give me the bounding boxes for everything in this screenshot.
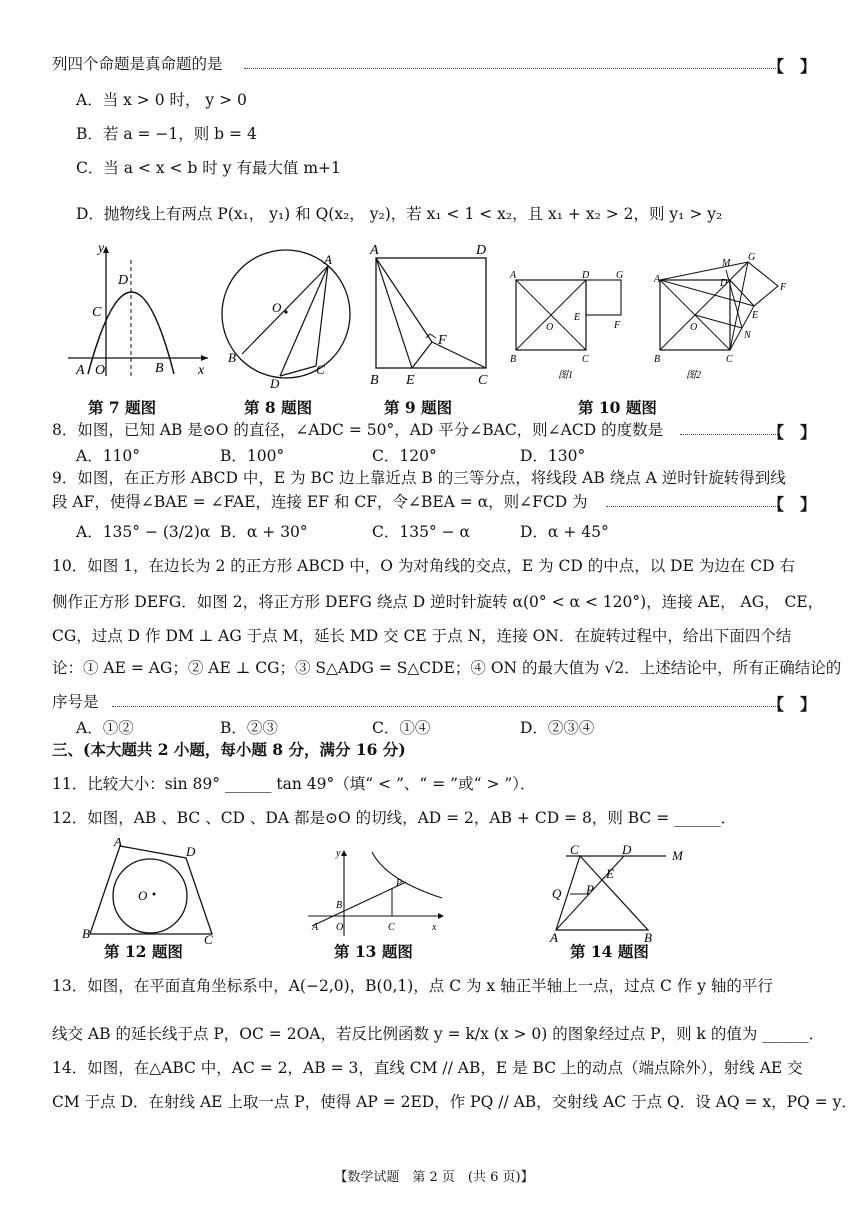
q8-stem: 8．如图，已知 AB 是⊙O 的直径，∠ADC = 50°，AD 平分∠BAC，则∠ACD 的度数是 — [52, 421, 664, 439]
figure-q9-square — [366, 240, 496, 390]
svg-text:B: B — [654, 354, 661, 365]
svg-text:D: D — [582, 270, 590, 281]
svg-text:G: G — [616, 270, 624, 281]
caption-q8: 第 8 题图 — [244, 398, 313, 417]
svg-text:N: N — [744, 330, 751, 341]
svg-text:C: C — [726, 354, 733, 365]
svg-text:F: F — [780, 282, 787, 293]
q9-option-d: D．α + 45° — [520, 523, 609, 541]
svg-text:D: D — [186, 844, 196, 859]
caption-q7: 第 7 题图 — [88, 398, 157, 417]
fig1-label: 图1 — [558, 370, 573, 381]
q8-option-d: D．130° — [520, 447, 586, 465]
q8-option-c: C．120° — [372, 447, 437, 465]
svg-text:y: y — [336, 848, 341, 859]
svg-text:A: A — [324, 252, 332, 267]
svg-text:P: P — [586, 882, 594, 897]
q9-option-a: A．135° − (3/2)α — [76, 523, 211, 541]
figure-q13-axes — [306, 846, 446, 938]
leader-dots — [112, 706, 780, 707]
svg-text:A: A — [114, 838, 122, 849]
svg-text:D: D — [622, 842, 632, 857]
svg-text:O: O — [272, 300, 282, 315]
svg-text:O: O — [690, 322, 698, 333]
figure-q12-quadrilateral — [80, 838, 220, 946]
svg-text:x: x — [432, 922, 437, 933]
svg-text:M: M — [672, 848, 683, 863]
svg-text:D: D — [118, 273, 129, 288]
q7-option-d: D．抛物线上有两点 P(x₁， y₁) 和 Q(x₂， y₂)，若 x₁ < 1 < x₂，且 x₁ + x₂ > 2，则 y₁ > y₂ — [76, 205, 723, 223]
q7-stem-end: 列四个命题是真命题的是 — [52, 55, 223, 73]
svg-text:G: G — [748, 252, 756, 263]
q10-line3: CG，过点 D 作 DM ⊥ AG 于点 M，延长 MD 交 CE 于点 N，连接 ON．在旋转过程中，给出下面四个结 — [52, 627, 792, 645]
svg-text:B: B — [228, 350, 236, 365]
caption-q14: 第 14 题图 — [570, 942, 649, 961]
leader-dots — [606, 506, 780, 507]
q13-line1: 13．如图，在平面直角坐标系中，A(−2,0)，B(0,1)，点 C 为 x 轴正半轴上一点，过点 C 作 y 轴的平行 — [52, 977, 773, 995]
svg-text:C: C — [92, 305, 102, 320]
q7-option-a: A．当 x > 0 时， y > 0 — [76, 91, 247, 109]
leader-dots — [244, 68, 776, 69]
svg-text:C: C — [316, 362, 325, 377]
q10-line2: 侧作正方形 DEFG．如图 2，将正方形 DEFG 绕点 D 逆时针旋转 α(0° < α < 120°)，连接 AE， AG， CE， — [52, 593, 824, 611]
svg-text:B: B — [370, 373, 379, 388]
svg-text:P: P — [396, 878, 403, 889]
svg-text:y: y — [98, 241, 105, 256]
svg-text:E: E — [752, 310, 759, 321]
figure-q10-fig2 — [650, 250, 800, 385]
svg-text:O: O — [336, 922, 344, 933]
svg-text:C: C — [204, 932, 213, 946]
svg-text:D: D — [720, 278, 728, 289]
svg-text:B: B — [336, 900, 343, 911]
svg-text:A: A — [370, 243, 379, 258]
caption-q13: 第 13 题图 — [334, 942, 413, 961]
figure-q7-parabola — [62, 240, 214, 380]
svg-text:A: A — [550, 930, 558, 945]
svg-text:Q: Q — [552, 886, 562, 901]
leader-dots — [680, 434, 780, 435]
svg-text:A: A — [510, 270, 517, 281]
q13-line2: 线交 AB 的延长线于点 P，OC = 2OA，若反比例函数 y = k/x (x > 0) 的图象经过点 P，则 k 的值为 ______． — [52, 1025, 825, 1043]
answer-bracket: 【 】 — [767, 695, 816, 714]
svg-text:B: B — [644, 930, 652, 945]
svg-text:C: C — [582, 354, 589, 365]
q12: 12．如图，AB 、BC 、CD 、DA 都是⊙O 的切线，AD = 2，AB + CD = 8，则 BC = ______． — [52, 809, 737, 827]
q9-option-b: B．α + 30° — [220, 523, 308, 541]
q10-line4: 论：① AE = AG；② AE ⊥ CG；③ S△ADG = S△CDE；④ ON 的最大值为 √2．上述结论中，所有正确结论的 — [52, 659, 842, 677]
svg-text:A: A — [654, 274, 661, 285]
svg-text:B: B — [155, 361, 164, 376]
svg-text:x: x — [198, 363, 205, 378]
answer-bracket: 【 】 — [767, 423, 816, 442]
svg-text:E: E — [406, 373, 415, 388]
svg-text:F: F — [614, 320, 621, 331]
fig2-label: 图2 — [686, 370, 701, 381]
svg-text:O: O — [138, 888, 148, 903]
q10-option-c: C．①④ — [372, 719, 431, 737]
caption-q9: 第 9 题图 — [384, 398, 453, 417]
answer-bracket: 【 】 — [767, 495, 816, 514]
q8-option-a: A．110° — [76, 447, 141, 465]
svg-text:E: E — [606, 866, 614, 881]
caption-q12: 第 12 题图 — [104, 942, 183, 961]
q9-option-c: C．135° − α — [372, 523, 471, 541]
figure-q8-circle — [218, 246, 363, 391]
caption-q10: 第 10 题图 — [578, 398, 657, 417]
q10-line5: 序号是 — [52, 693, 99, 711]
svg-text:C: C — [388, 922, 395, 933]
svg-text:B: B — [82, 926, 90, 941]
q9-stem-line1: 9．如图，在正方形 ABCD 中，E 为 BC 边上靠近点 B 的三等分点，将线段 AB 绕点 A 逆时针旋转得到线 — [52, 469, 786, 487]
figure-q14-triangle — [548, 838, 696, 946]
svg-text:E: E — [574, 312, 581, 323]
q7-option-b: B．若 a = −1，则 b = 4 — [76, 125, 257, 143]
q14-line2: CM 于点 D．在射线 AE 上取一点 P，使得 AP = 2ED，作 PQ // AB，交射线 AC 于点 Q．设 AQ = x，PQ = y． — [52, 1093, 857, 1111]
svg-text:O: O — [546, 322, 554, 333]
page-footer: 【数学试题 第 2 页 (共 6 页)】 — [334, 1170, 534, 1185]
answer-bracket: 【 】 — [767, 57, 816, 76]
svg-text:F: F — [438, 333, 447, 348]
svg-text:O: O — [95, 363, 106, 378]
section-heading: 三、(本大题共 2 小题，每小题 8 分，满分 16 分) — [52, 740, 406, 759]
svg-text:C: C — [478, 373, 488, 388]
figure-q10-fig1 — [508, 268, 633, 383]
svg-text:A: A — [312, 922, 319, 933]
q7-option-c: C．当 a < x < b 时 y 有最大值 m+1 — [76, 159, 341, 177]
svg-text:B: B — [510, 354, 517, 365]
q10-option-b: B．②③ — [220, 719, 278, 737]
q10-option-a: A．①② — [76, 719, 134, 737]
svg-text:A: A — [76, 363, 85, 378]
svg-text:D: D — [270, 376, 280, 391]
svg-text:C: C — [570, 842, 579, 857]
svg-text:D: D — [476, 243, 487, 258]
svg-text:M: M — [722, 258, 731, 269]
q9-stem-line2: 段 AF，使得∠BAE = ∠FAE，连接 EF 和 CF，令∠BEA = α，则∠FCD 为 — [52, 493, 588, 511]
q10-line1: 10．如图 1，在边长为 2 的正方形 ABCD 中，O 为对角线的交点，E 为 CD 的中点，以 DE 为边在 CD 右 — [52, 557, 795, 575]
q8-option-b: B．100° — [220, 447, 285, 465]
q14-line1: 14．如图，在△ABC 中，AC = 2，AB = 3，直线 CM // AB，E 是 BC 上的动点（端点除外），射线 AE 交 — [52, 1059, 803, 1077]
q10-option-d: D．②③④ — [520, 719, 595, 737]
q11: 11．比较大小：sin 89° ______ tan 49°（填“ < ”、“ = ”或“ > ”）． — [52, 775, 536, 793]
